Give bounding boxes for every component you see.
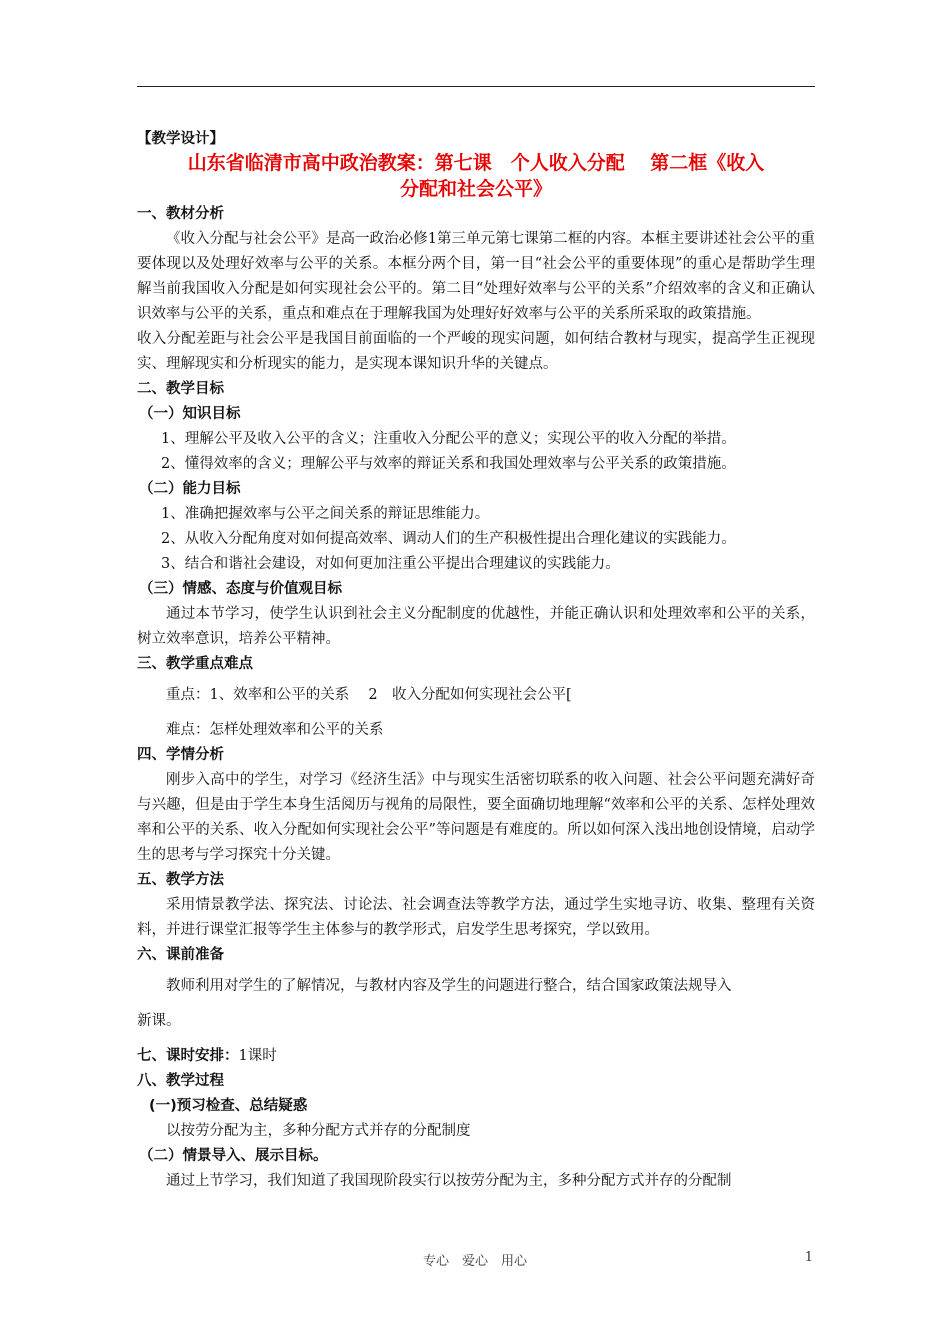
section-heading-5: 五、教学方法 xyxy=(137,872,224,888)
subsection-scenario-intro: （二）情景导入、展示目标。 xyxy=(139,1148,328,1164)
page-number: 1 xyxy=(804,1250,813,1265)
scenario-intro-paragraph: 通过上节学习，我们知道了我国现阶段实行以按劳分配为主，多种分配方式并存的分配制 xyxy=(166,1173,732,1189)
list-item: 2、懂得效率的含义；理解公平与效率的辩证关系和我国处理效率与公平关系的政策措施。 xyxy=(161,456,736,472)
section-heading-8: 八、教学过程 xyxy=(137,1073,224,1089)
subsection-attitude-goals: （三）情感、态度与价值观目标 xyxy=(139,581,342,597)
doc-title-line-2: 分配和社会公平》 xyxy=(399,178,552,200)
subsection-ability-goals: （二）能力目标 xyxy=(139,481,241,497)
learner-analysis-paragraph: 刚步入高中的学生，对学习《经济生活》中与现实生活密切联系的收入问题、社会公平问题充满好奇与兴趣，但是由于学生本身生活阅历与视角的局限性，要全面确切地理解“效率和公平的关系、怎样处理效率和公平的关系、收入分配如何实现社会公平”等问题是有难度的。所以如何深入浅出地创设情境，启动学生的思考与学习探究十分关键。 xyxy=(137,772,815,863)
preparation-paragraph-line-1: 教师利用对学生的了解情况，与教材内容及学生的问题进行整合，结合国家政策法规导入 xyxy=(166,978,732,994)
section-1-paragraph-2: 收入分配差距与社会公平是我国目前面临的一个严峻的现实问题，如何结合教材与现实，提高学生正视现实、理解现实和分析现实的能力，是实现本课知识升华的关键点。 xyxy=(137,331,815,372)
subsection-knowledge-goals: （一）知识目标 xyxy=(139,406,241,422)
difficult-points: 难点：怎样处理效率和公平的关系 xyxy=(166,722,384,738)
document-body xyxy=(137,128,815,1194)
key-points: 重点：1、效率和公平的关系 2 收入分配如何实现社会公平[ xyxy=(166,687,572,703)
attitude-goals-paragraph: 通过本节学习，使学生认识到社会主义分配制度的优越性，并能正确认识和处理效率和公平的关系，树立效率意识，培养公平精神。 xyxy=(137,606,815,647)
teaching-method-paragraph: 采用情景教学法、探究法、讨论法、社会调查法等教学方法，通过学生实地寻访、收集、整理有关资料，并进行课堂汇报等学生主体参与的教学形式，启发学生思考探究，学以致用。 xyxy=(137,897,815,938)
section-heading-6: 六、课前准备 xyxy=(137,947,224,963)
list-item: 1、理解公平及收入公平的含义；注重收入分配公平的意义；实现公平的收入分配的举措。 xyxy=(161,431,736,447)
section-heading-1: 一、教材分析 xyxy=(137,206,224,222)
section-1-paragraph-1: 《收入分配与社会公平》是高一政治必修1第三单元第七课第二框的内容。本框主要讲述社会公平的重要体现以及处理好效率与公平的关系。本框分两个目，第一目“社会公平的重要体现”的重心是帮助学生理解当前我国收入分配是如何实现社会公平的。第二目“处理好效率与公平的关系”介绍效率的含义和正确认识效率与公平的关系，重点和难点在于理解我国为处理好好效率与公平的关系所采取的政策措施。 xyxy=(137,231,815,322)
footer-motto: 专心 爱心 用心 xyxy=(422,1254,527,1269)
schedule-value: 1课时 xyxy=(238,1048,277,1064)
subsection-preview-check: (一)预习检查、总结疑惑 xyxy=(149,1098,308,1114)
section-heading-2: 二、教学目标 xyxy=(137,381,224,397)
section-heading-7: 七、课时安排： xyxy=(137,1048,239,1064)
section-heading-3: 三、教学重点难点 xyxy=(137,656,253,672)
header-rule xyxy=(137,86,815,87)
list-item: 3、结合和谐社会建设，对如何更加注重公平提出合理建议的实践能力。 xyxy=(161,556,620,572)
doc-title-line-1: 山东省临清市高中政治教案：第七课 个人收入分配 第二框《收入 xyxy=(187,152,765,174)
preview-check-paragraph: 以按劳分配为主，多种分配方式并存的分配制度 xyxy=(166,1123,471,1139)
preparation-paragraph-line-2: 新课。 xyxy=(137,1013,181,1029)
list-item: 1、准确把握效率与公平之间关系的辩证思维能力。 xyxy=(161,506,490,522)
list-item: 2、从收入分配角度对如何提高效率、调动人们的生产积极性提出合理化建议的实践能力。 xyxy=(161,531,736,547)
section-heading-4: 四、学情分析 xyxy=(137,747,224,763)
schedule-line xyxy=(137,1044,815,1069)
doc-tag: 【教学设计】 xyxy=(137,131,224,147)
